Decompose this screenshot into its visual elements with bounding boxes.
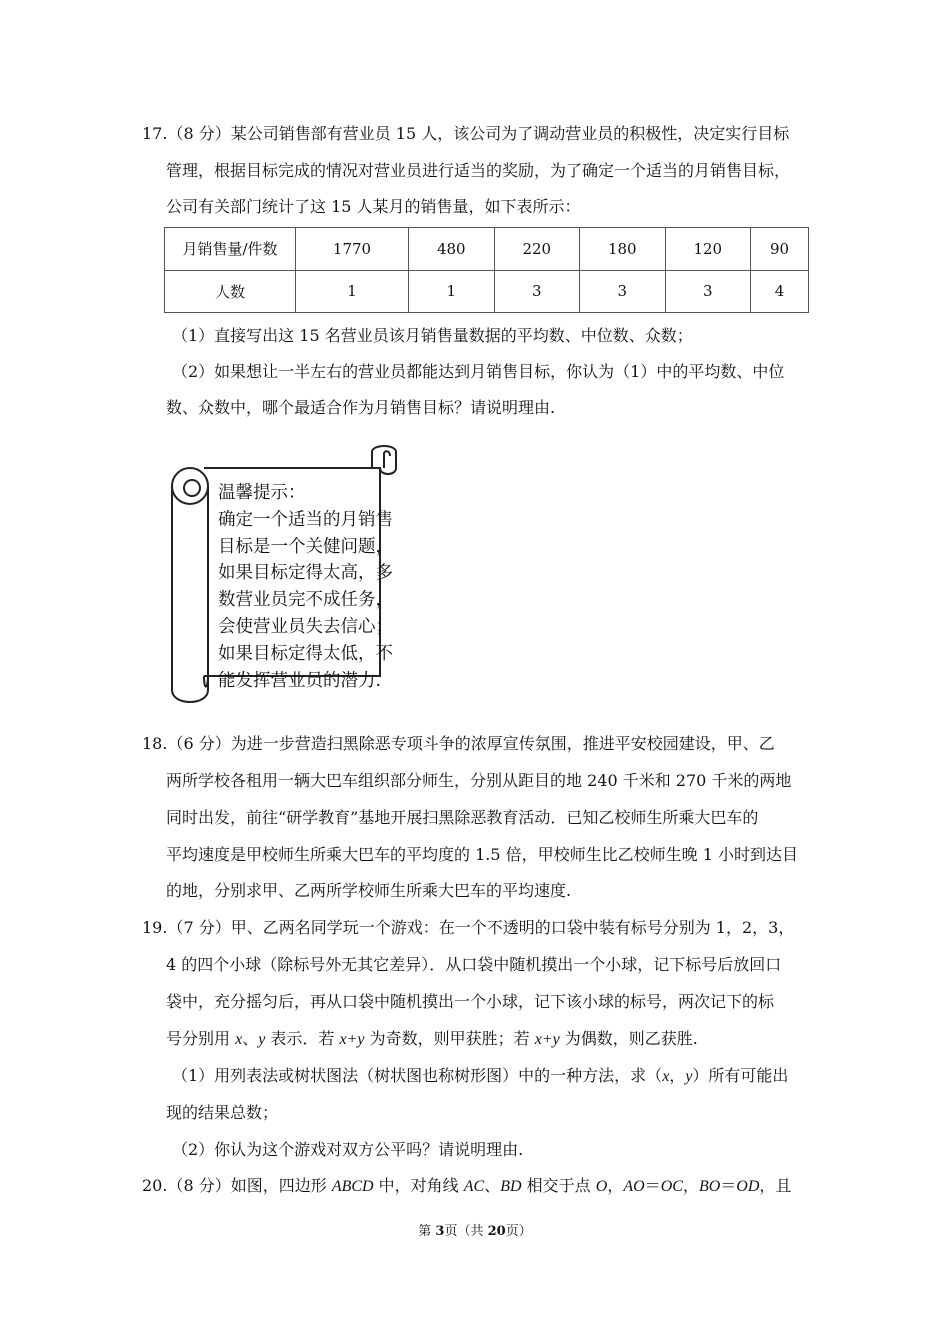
q18-line4: 平均速度是甲校师生所乘大巴车的平均度的 1.5 倍，甲校师生比乙校师生晚 1 小时到达目	[166, 845, 798, 864]
table-cell: 1	[296, 270, 409, 313]
q20-c: 、	[484, 1176, 501, 1195]
q19-line2: 4 的四个小球（除标号外无其它差异）．从口袋中随机摸出一个小球，记下标号后放回口	[166, 955, 782, 974]
table-row	[165, 270, 809, 313]
q20-ao: AO	[623, 1178, 645, 1195]
table-cell: 480	[409, 228, 495, 271]
q20-ac: AC	[463, 1178, 485, 1195]
tip-line: 数营业员完不成任务，	[218, 590, 393, 611]
q20-abcd: ABCD	[331, 1178, 374, 1195]
q17-sub1: （1）直接写出这 15 名营业员该月销售量数据的平均数、中位数、众数；	[172, 326, 693, 345]
q19-line4-c: 表示．若	[265, 1029, 340, 1048]
q20-eq1: ＝	[644, 1176, 661, 1195]
tip-line: 如果目标定得太高，多	[218, 563, 393, 584]
footer-c: 页）	[505, 1224, 532, 1239]
q19-sub1-c: ）所有可能出	[692, 1066, 789, 1085]
tip-text	[218, 480, 393, 694]
q20-bo: BO	[698, 1178, 721, 1195]
q20-b: 中，对角线	[373, 1176, 464, 1195]
var-x: x	[235, 1031, 243, 1048]
q17-line2: 管理，根据目标完成的情况对营业员进行适当的奖励，为了确定一个适当的月销售目标，	[166, 161, 791, 180]
q17-line1: 17.（8 分）某公司销售部有营业员 15 人，该公司为了调动营业员的积极性，决定实行目标	[142, 124, 790, 143]
table-cell: 220	[494, 228, 580, 271]
footer-b: 页（共	[444, 1224, 488, 1239]
tip-line: 如果目标定得太低，不	[218, 643, 393, 664]
q20-bd: BD	[500, 1178, 522, 1195]
q20-o: O	[595, 1178, 608, 1195]
var-y: y	[685, 1068, 693, 1085]
q17-sub2-line1: （2）如果想让一半左右的营业员都能达到月销售目标，你认为（1）中的平均数、中位	[172, 362, 785, 381]
table-cell: 1	[409, 270, 495, 313]
q20-oc: OC	[660, 1178, 683, 1195]
q18-line2: 两所学校各租用一辆大巴车组织部分师生，分别从距目的地 240 千米和 270 千米的两地	[166, 771, 792, 790]
table-cell: 180	[580, 228, 666, 271]
table-cell: 3	[665, 270, 751, 313]
q19-line4-a: 号分别用	[166, 1029, 236, 1048]
q20-a: 20.（8 分）如图，四边形	[142, 1176, 332, 1195]
sales-table	[164, 227, 809, 313]
table-header-cell: 月销售量/件数	[165, 228, 296, 271]
q20-od: OD	[736, 1178, 760, 1195]
page-footer	[0, 1223, 950, 1241]
q19-line4-b: 、	[242, 1029, 259, 1048]
q19-line3: 袋中，充分摇匀后，再从口袋中随机摸出一个小球，记下该小球的标号，两次记下的标	[166, 992, 775, 1011]
q19-sub1-a: （1）用列表法或树状图法（树状图也称树形图）中的一种方法，求（	[172, 1066, 663, 1085]
q20-d: 相交于点	[521, 1176, 596, 1195]
q19-sub1-line2: 现的结果总数；	[166, 1103, 279, 1122]
table-cell: 120	[665, 228, 751, 271]
table-row	[165, 228, 809, 271]
q19-line4-d: 为奇数，则甲获胜；若	[364, 1029, 535, 1048]
q19-line1: 19.（7 分）甲、乙两名同学玩一个游戏：在一个不透明的口袋中装有标号分别为 1，2，3，	[142, 918, 795, 937]
footer-page-number: 3	[435, 1224, 445, 1239]
q18-line1: 18.（6 分）为进一步营造扫黑除恶专项斗争的浓厚宣传氛围，推进平安校园建设，甲、乙	[142, 734, 775, 753]
q20-line1	[142, 1176, 791, 1197]
q20-e: ，	[607, 1176, 624, 1195]
q19-sub1-b: ，	[669, 1066, 686, 1085]
tip-line: 能发挥营业员的潜力.	[218, 670, 382, 691]
q20-eq2: ＝	[720, 1176, 737, 1195]
tip-title: 温馨提示：	[218, 483, 306, 503]
q19-sub2: （2）你认为这个游戏对双方公平吗？请说明理由.	[172, 1140, 524, 1159]
table-cell: 90	[751, 228, 809, 271]
q19-line4	[166, 1029, 698, 1050]
q17-line3: 公司有关部门统计了这 15 人某月的销售量，如下表所示：	[166, 197, 581, 216]
table-cell: 4	[751, 270, 809, 313]
expr-x-plus-y: x+y	[534, 1031, 560, 1048]
table-cell: 3	[580, 270, 666, 313]
q17-sub2-line2: 数、众数中，哪个最适合作为月销售目标？请说明理由.	[166, 398, 556, 417]
table-cell: 3	[494, 270, 580, 313]
footer-a: 第	[418, 1224, 436, 1239]
table-cell: 1770	[296, 228, 409, 271]
q20-g: ，且	[759, 1176, 792, 1195]
table-header-cell: 人数	[165, 270, 296, 313]
q19-line4-e: 为偶数，则乙获胜.	[559, 1029, 698, 1048]
q20-f: ，	[682, 1176, 699, 1195]
var-x: x	[662, 1068, 670, 1085]
q18-line3: 同时出发，前往“研学教育”基地开展扫黑除恶教育活动．已知乙校师生所乘大巴车的	[166, 808, 759, 827]
q18-line5: 的地，分别求甲、乙两所学校师生所乘大巴车的平均速度.	[166, 881, 572, 900]
q19-sub1-line1	[172, 1066, 788, 1087]
tip-line: 会使营业员失去信心；	[218, 616, 393, 637]
tip-line: 确定一个适当的月销售	[218, 509, 393, 530]
footer-total-pages: 20	[487, 1224, 506, 1239]
expr-x-plus-y: x+y	[339, 1031, 365, 1048]
var-y: y	[258, 1031, 266, 1048]
tip-line: 目标是一个关健问题，	[218, 536, 393, 557]
